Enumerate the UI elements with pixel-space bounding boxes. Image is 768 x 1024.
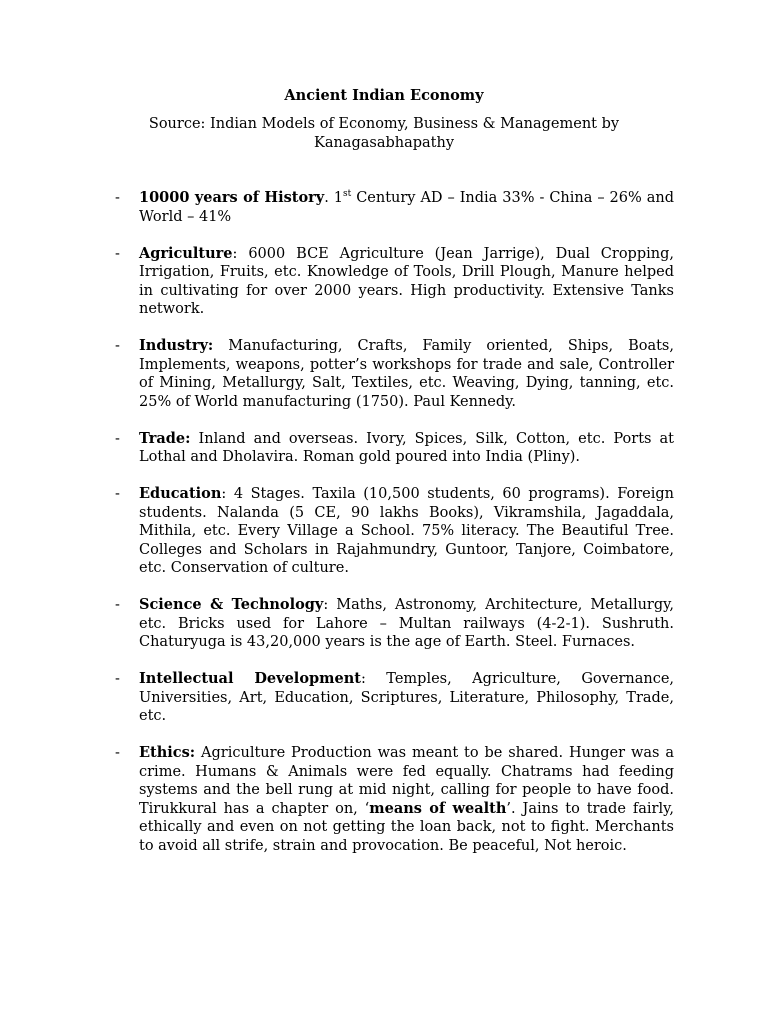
list-item-science-technology <box>0 596 768 652</box>
bullet-dash: - <box>115 486 120 502</box>
list-item-text: Industry: Manufacturing, Crafts, Family oriented, Ships, Boats, Implements, weapons, potter’s workshops for trade and sale, Controller of Mining, Metallurgy, Salt, Textiles, etc. Weaving, Dying, tanning, etc. 25% of World manufacturing (1750). Paul Kennedy. <box>139 337 674 410</box>
list-item-text: 10000 years of History. 1st Century AD – India 33% - China – 26% and World – 41% <box>139 189 674 225</box>
list-item-heading: Agriculture <box>139 244 233 262</box>
list-item-ethics <box>0 744 768 855</box>
bullet-dash: - <box>115 245 120 262</box>
list-item-text: Education: 4 Stages. Taxila (10,500 students, 60 programs). Foreign students. Nalanda (5 CE, 90 lakhs Books), Vikramshila, Jagaddala, Mithila, etc. Every Village a School. 75% literacy. The Beautiful Tree. Colleges and Scholars in Rajahmundry, Guntoor, Tanjore, Coimbatore, etc. Conservation of culture. <box>139 485 674 576</box>
superscript: st <box>342 189 352 200</box>
list-item-text: Trade: Inland and overseas. Ivory, Spices, Silk, Cotton, etc. Ports at Lothal and Dholavira. Roman gold poured into India (Pliny). <box>139 429 674 465</box>
bullet-dash: - <box>115 190 120 206</box>
list-item-heading: Education <box>139 485 222 502</box>
list-item-heading: Science & Technology <box>139 596 324 613</box>
list-item-text: Science & Technology: Maths, Astronomy, Architecture, Metallurgy, etc. Bricks used for Lahore – Multan railways (4-2-1). Sushruth. Chaturyuga is 43,20,000 years is the age of Earth. Steel. Furnaces. <box>139 596 675 650</box>
bullet-dash: - <box>115 671 120 687</box>
list-item-intellectual-development <box>0 670 768 726</box>
emphasis-means-of-wealth: means of wealth <box>369 799 507 817</box>
list-item-text: Ethics: Agriculture Production was meant to be shared. Hunger was a crime. Humans & Animals were fed equally. Chatrams had feeding systems and the bell rung at mid night, calling for people to have food. Tirukkural has a chapter on, ‘means of wealth’. Jains to trade fairly, ethically and even on not getting the loan back, not to fight. Merchants to avoid all strife, strain and provocation. Be peaceful, Not heroic. <box>139 744 674 854</box>
list-item-heading: Intellectual Development <box>139 670 361 687</box>
list-item-agriculture <box>0 245 768 319</box>
source-line: Source: Indian Models of Economy, Business & Management by Kanagasabhapathy <box>148 116 620 151</box>
bullet-dash: - <box>115 430 120 447</box>
list-item-heading: Industry: <box>139 337 214 354</box>
list-item-trade <box>0 430 768 467</box>
list-item-heading: 10000 years of History <box>139 189 325 206</box>
list-item-history <box>0 189 768 226</box>
list-item-heading: Trade: <box>139 429 191 447</box>
bullet-dash: - <box>115 597 120 613</box>
list-item-industry <box>0 337 768 411</box>
list-item-heading: Ethics: <box>139 744 196 761</box>
bullet-list <box>0 189 768 874</box>
list-item-text: Agriculture: 6000 BCE Agriculture (Jean Jarrige), Dual Cropping, Irrigation, Fruits, etc. Knowledge of Tools, Drill Plough, Manure helped in cultivating for over 2000 years. High productivity. Extensive Tanks network. <box>139 244 674 317</box>
list-item-education <box>0 485 768 578</box>
bullet-dash: - <box>115 745 120 761</box>
list-item-text: Intellectual Development: Temples, Agriculture, Governance, Universities, Art, Education, Scriptures, Literature, Philosophy, Trade, etc. <box>139 670 675 724</box>
page-title: Ancient Indian Economy <box>284 87 484 104</box>
bullet-dash: - <box>115 338 120 354</box>
